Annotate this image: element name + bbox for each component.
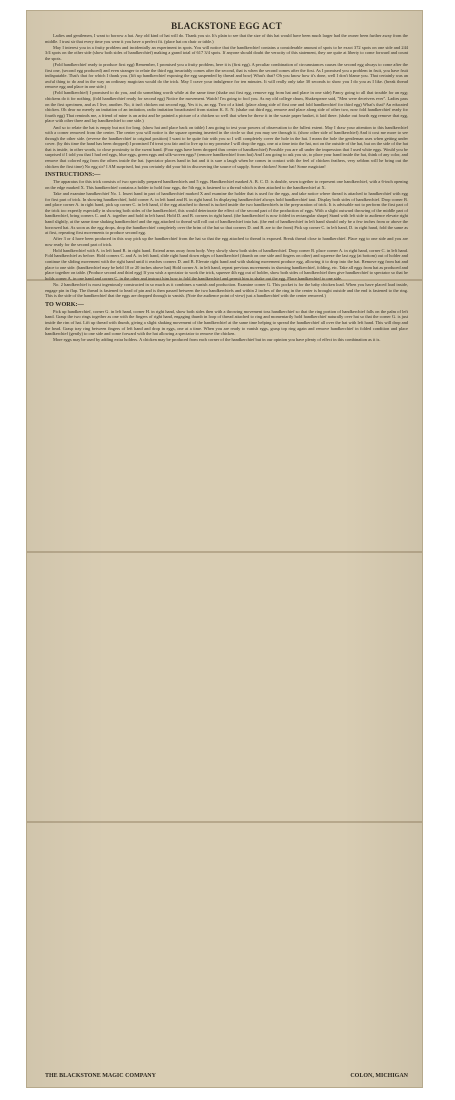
footer-company: THE BLACKSTONE MAGIC COMPANY: [45, 1073, 156, 1079]
to-work-paragraph: Pick up handkerchief, corner G. in left hand, corner H. in right hand, show both sides then with a throwing movement toss handkerchief so that the ring portion of handkerchief falls on the palm of left hand. Grasp the two rings together as one with the fingers of right hand, engaging thumb in loop of thread attached to ring and momentarily hold handkerchief naturally over hat so that the corner G. is just inside the rim of hat. Lift up thread with thumb, giving a slight shaking movement of the handkerchief at the same time helping to spread the handkerchief all over the hat with left hand. This will drop and the head. Grasp tray ring between fingers of left hand and drop in eggs, one at a time. When you are ready to vanish eggs, grasp top ring again and remove handkerchief in folded condition and place handkerchief (gently) to one side and come forward with the hat allowing a spectator to remove the chicken.: [45, 308, 408, 337]
document-body: [45, 21, 408, 1079]
instruction-paragraph: Take and examine handkerchief No. 1. Insert hand in part of handkerchief marked X and examine the holder that is used for the eggs, and take notice where thread is attached to handkerchief with egg for first part of trick. In showing handkerchief, hold corner A. in left hand and B. in right hand. In displaying handkerchief always hold handkerchief taut. Display both sides of handkerchief. Drop corner B. and place corner A. in right hand, pick up corner C. in left hand, if the egg attached to thread is tucked inside the two handkerchiefs in the prep-aration of trick. It is advisable not to perform the first part of the trick too expertly especially in showing both sides of the handkerchief, this would deteriorate the effect of the second part of the production of eggs. With a slight outward throwing of the middle part of handkerchief, bring corners C. and A. together and hold in left hand. Hold D. and B. corners in right hand. (the handkerchief is now folded in rectangular shape) Stand with left side to audience elevate right hand slightly, at the same time shaking handkerchief and the egg attached to thread will roll out of handkerchief into hat. (the end of handkerchief in left hand should only be a few inches from or above the borrowed hat. As soon as the egg drops, drop the handkerchief completely over the brim of the hat so that corners D. and B. are to the front) Pick up corner C. in left hand, D. in right hand, fold the same as at first, repeating first movements to produce second egg.: [45, 190, 408, 236]
body-paragraph: May I interest you in a fruity problem and incidentally an experiment in spots. You will notice that the handkerchief contains a considerable amount of spots to be exact 372 spots on one side and 244 3/4 spots on the other side (show both sides of handkerchief) making a grand total of 617 3/4 spots. If anyone should doubt the veracity of this statement, they are quite at liberty to come forward and count the spots.: [45, 44, 408, 61]
instruction-paragraph: After 3 or 4 have been produced in this way pick up the handkerchief from the hat so that the egg attached to thread is exposed. Break thread close to handkerchief. Place egg to one side and you are now ready for the second part of trick.: [45, 236, 408, 247]
body-paragraph: Ladies and gentlemen, I want to borrow a hat. Any old kind of hat will do. Thank you sir. It's plain to see that the size of this hat would have been much larger had the owner been further away from the middle. I trust sir that every time you wear it you have a perfect fit. (place hat on chair or table.): [45, 33, 408, 44]
document-title: BLACKSTONE EGG ACT: [171, 21, 282, 31]
document-sheet: [26, 10, 423, 1088]
instructions-heading: INSTRUCTIONS:—: [45, 171, 101, 179]
to-work-heading: TO WORK:—: [45, 300, 84, 308]
instruction-paragraph: Hold handkerchief with A. in left hand B. in right hand. Extend arms away from body. Very slowly show both sides of handkerchief. Drop corner B. place corner A. in right hand, corner C. in left hand. Fold handkerchief as before. Hold corners C. and A. in left hand, slide right hand down edges of handkerchief (thumb on one side and fingers on other) and squeeze the last egg (at bottom) out of holder and continue the sliding movement with the right hand until it reaches corners D. and B. Elevate right hand and with shaking movement produce egg, allowing it to drop into the hat. Remove egg from hat and place to one side. (handkerchief may be held 10 or 20 inches above hat) Hold corner A. in left hand, repeat previous movements in showing handkerchief, folding, etc. Take all eggs from hat as produced and place together on table. (Produce second and third egg) If you wish a spectator to work the trick, squeeze 4th egg out of holder, show both sides of handkerchief then give handkerchief to spectator so that he holds corner A. in one hand and corner C. in the other and instruct him how to fold the handkerchief and permit him to shake out the egg. Place handkerchief to one side.: [45, 247, 408, 281]
footer-location: COLON, MICHIGAN: [350, 1073, 408, 1079]
body-paragraph: (Fold handkerchief ready to produce first egg) Remember, I promised you a fruity problem, here it is (first egg). A peculiar combination of circumstances causes the second egg always to come after the first one, (second egg produced) and even stranger to relate the third egg invariably comes after the second, that is when the second comes after the first. As I promised you a problem in fruit, you have fruit indisputable. That's that for which I thank you. (lift up handkerchief exposing the egg suspended by thread and bow) What's that? Oh you know how it's done, well I don't blame you. That certainly was an awful thing to do and in the way an ordinary magician would do the trick. May I crave your indulgence for ten minutes. It will really only take 30 seconds to show you I do you as I like. (break thread remove egg and place in one side.): [45, 61, 408, 90]
body-paragraph: (Fold handkerchief) I promised to do you, and do something worth while at the same time (shake out first egg, remove egg from hat and place in one side) Fancy going to all that trouble for an egg; chickens do it for nothing. (fold handkerchief ready for second egg) Notice the movement. Watch! I'm going to fool you. As my old college chum, Shakespeare said, "Men were deceivers ever". Ladies pass on the first specimen, and as I live, another. No, it isn't chicken out second egg. Yes it is, an egg. Two of a kind. (place along side of first one and fold handkerchief for third egg) What's that? An educated chicken. Oh dear no merely an imitation of an imitation, radio imitation broadcasted from station K. E. N. (shake out third egg, remove and place along side of other two, now fold handkerchief ready for fourth egg) That reminds me, a friend of mine is an artist and he painted a picture of a chicken so well that when he threw it in the waste paper basket, it laid there. (shake out fourth egg remove that egg, place with other three and lay handkerchief to one side.): [45, 90, 408, 124]
to-work-paragraph: More eggs may be used by adding extra holders. A chicken may be produced from each corner of the handkerchief but in our opinion you have plenty of effect in this combination as it is.: [53, 337, 381, 343]
document-footer: [45, 1073, 408, 1079]
instruction-paragraph: The apparatus for this trick consists of two specially prepared handkerchiefs and 5 eggs. Handkerchief marked A. B. C. D. is double, sewn together to represent one handkerchief, with a 6-inch opening on the edge marked X. This handkerchief contains a holder to hold four eggs, the 5th egg is fastened to a thread which is then attached to the handkerchief at X.: [45, 179, 408, 190]
body-paragraph: And so to relate the hat is empty but not for long. (show hat and place back on table) I am going to test your powers of observation to the fullest extent. May I draw your attention to this handkerchief with a corner removed from the center. The center you will notice is the square opening inserted in the circle so that you may see through it. (show other side of handkerchief) And it cost me more to see through the other side. (reverse the handkerchief to original position) I want to be quite fair with you so I will completely cover the hole in the hat. I mean the hole the gentleman uses when getting under cover. (by this time the hand has been dropped) I promised I'd treat you fair and to live up to my promise I will drop the eggs, one at a time into the hat, not on the outside of the hat, but on the side of the hat that is inside, in other words, to close proximity to the sweat band. (Four eggs have been dropped thru center of handkerchief) Possible you are all under the impression that I used white eggs. Would you be surprised if I told you that I had red eggs, blue eggs, green eggs and silk-woven eggs? (remove handkerchief from hat) And I am going to ask you sir, to place your hand inside the hat, think of any color, and remove that colored egg from the others inside the hat. (spectator places hand in hat and it is sure a laugh when he comes in contact with the feel of chicken feathers, very seldom will he bring out the chicken the first time) No egg sir? I AM surprised, but you certainly did your bit in discovering the source of supply. Some chicken! Some hat! Some magician!: [45, 124, 408, 169]
instruction-paragraph: No. 2 handkerchief is most ingeniously constructed in so much as it combines a vanish and production. Examine corner G. This pocket is for the baby chicken load. When you have placed load inside, engage pin in flap. The thread is fastened to head of pin and is then passed between the two handkerchiefs and within 2 inches of the ring in the center is brought outside and the end is fastened to the ring. This is the side of the handkerchief that the eggs are dropped through to vanish. (Note the audience point of view) just a handkerchief with the center removed.): [45, 281, 408, 299]
